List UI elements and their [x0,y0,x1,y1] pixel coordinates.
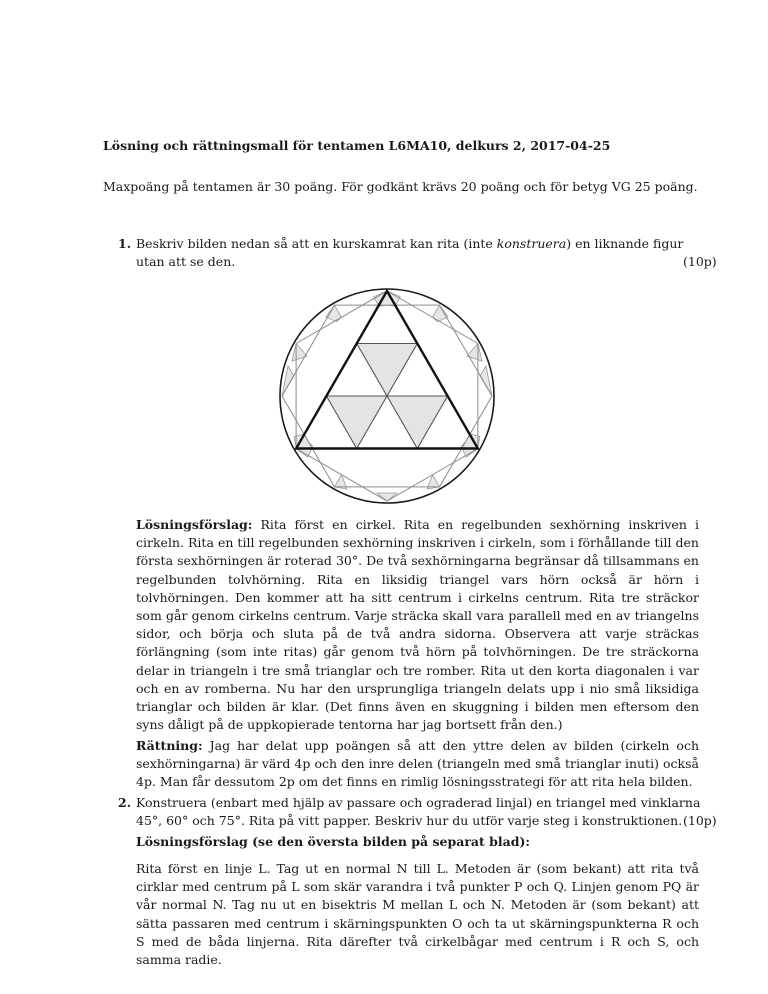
grading-1-paragraph [136,737,699,792]
document-title: Lösning och rättningsmall för tentamen L6MA10, delkurs 2, 2017-04-25 [103,138,611,153]
solution-2-heading: Lösningsförslag (se den översta bilden på separat blad): [136,834,530,849]
solution-2-text: Rita först en linje L. Tag ut en normal N till L. Metoden är (som bekant) att rita två cirklar med centrum på L som skär varandra i två punkter P och Q. Linjen genom PQ är vår normal N. Tag nu ut en bisektris M mellan L och N. Metoden är (som bekant) att sätta passaren med centrum i skärningspunkten O och ta ut skärningspunkterna R och S med de båda linjerna. Rita därefter två cirkelbågar med centrum i R och S, och samma radie. [136,861,699,968]
solution-1-text: Rita först en cirkel. Rita en regelbunden sexhörning inskriven i cirkeln. Rita en till regelbunden sexhörning inskriven i cirkeln, som i förhållande till den första sexhörningen är roterad 30°. De två sexhörningarna begränsar då tillsammans en regelbunden tolvhörning. Rita en liksidig triangel vars hörn också är hörn i tolvhörningen. Den kommer att ha sitt centrum i cirkelns centrum. Rita tre sträckor som går genom cirkelns centrum. Varje sträcka skall vara parallell med en av triangelns sidor, och börja och sluta på de två andra sidorna. Observera att varje sträckas förlängning (som inte ritas) går genom två hörn på tolvhörningen. De tre sträckorna delar in triangeln i tre små trianglar och tre romber. Rita ut den korta diagonalen i var och en av romberna. Nu har den ursprungliga triangeln delats upp i nio små liksidiga trianglar och bilden är klar. (Det finns även en skuggning i bilden men eftersom den syns dåligt på de uppkopierade tentorna har jag bortsett från den.) [136,517,699,733]
question-1-line1: Beskriv bilden nedan så att en kurskamrat kan rita (inte konstruera) en liknande figur [136,236,684,251]
grading-1-label: Rättning: [136,738,203,753]
question-1-emphasis: konstruera [496,236,567,251]
question-2-points: (10p) [683,813,717,828]
grading-1-text: Jag har delat upp poängen så att den yttre delen av bilden (cirkeln och sexhörningarna) är värd 4p och den inre delen (triangeln med små trianglar inuti) också 4p. Man får dessutom 2p om det finns en rimlig lösningsstrategi för att rita hela bilden. [136,738,699,790]
solution-1-label: Lösningsförslag: [136,517,253,532]
question-2-number: 2. [118,795,132,810]
solution-1-paragraph [136,516,699,734]
intro-text: Maxpoäng på tentamen är 30 poäng. För godkänt krävs 20 poäng och för betyg VG 25 poäng. [103,179,698,194]
question-1-points: (10p) [683,254,717,269]
figure-circle-hexagons-triangle [276,285,498,507]
question-1-line2: utan att se den. [136,254,236,269]
question-1-number: 1. [118,236,132,251]
question-2-line2: 45°, 60° och 75°. Rita på vitt papper. Beskriv hur du utför varje steg i konstruktionen. [136,813,683,828]
question-2-line1: Konstruera (enbart med hjälp av passare och ograderad linjal) en triangel med vinklarna [136,795,701,810]
